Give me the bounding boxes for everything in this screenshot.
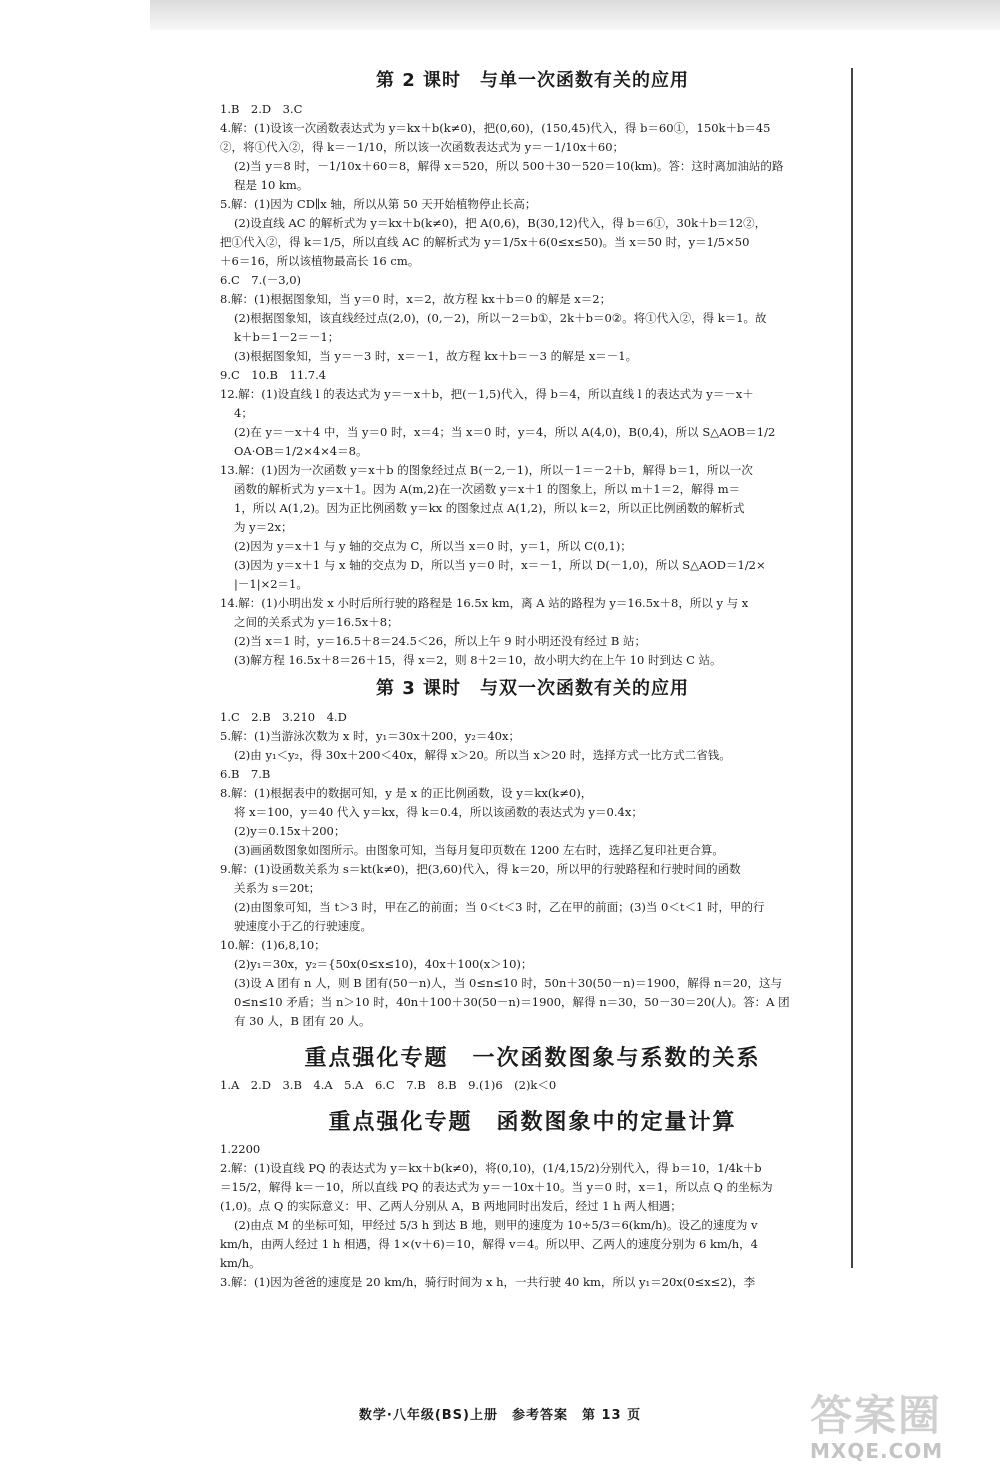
section-heading: 第 3 课时 与双一次函数有关的应用 bbox=[375, 678, 690, 699]
answer-line: 2.解：(1)设直线 PQ 的表达式为 y＝kx＋b(k≠0)，将(0,10)，(1/4,15/2)分别代入，得 b＝10，1/4k＋b bbox=[220, 1161, 762, 1175]
answer-line: (2)当 y＝8 时，－1/10x＋60＝8，解得 x＝520，所以 500＋30－520＝10(km)。答：这时离加油站的路 bbox=[234, 159, 784, 173]
answer-line: 6.C 7.(－3,0) bbox=[220, 273, 302, 287]
answer-line: 之间的关系式为 y＝16.5x＋8； bbox=[234, 615, 399, 629]
scan-shadow bbox=[150, 0, 1000, 30]
answer-line: (2)因为 y＝x＋1 与 y 轴的交点为 C，所以当 x＝0 时，y＝1，所以 C(0,1)； bbox=[234, 539, 632, 553]
answer-line: ②，将①代入②，得 k＝－1/10，所以该一次函数表达式为 y＝－1/10x＋60； bbox=[220, 140, 625, 154]
section-heading: 第 2 课时 与单一次函数有关的应用 bbox=[375, 70, 690, 91]
answer-line: (2)由图象可知，当 t＞3 时，甲在乙的前面；当 0＜t＜3 时，乙在甲的前面；(3)当 0＜t＜1 时，甲的行 bbox=[234, 900, 765, 914]
answer-line: (2)在 y＝－x＋4 中，当 y＝0 时，x＝4；当 x＝0 时，y＝4，所以 A(4,0)，B(0,4)，所以 S△AOB＝1/2 bbox=[234, 425, 776, 439]
answer-line: ＝15/2，解得 k＝－10，所以直线 PQ 的表达式为 y＝－10x＋10。当 y＝0 时，x＝1，所以点 Q 的坐标为 bbox=[220, 1180, 773, 1194]
section bbox=[220, 66, 845, 670]
answer-line: 13.解：(1)因为一次函数 y＝x＋b 的图象经过点 B(－2,－1)，所以－1＝－2＋b，解得 b＝1，所以一次 bbox=[220, 463, 753, 477]
answer-line: km/h，由两人经过 1 h 相遇，得 1×(v＋6)＝10，解得 v＝4。所以甲、乙两人的速度分别为 6 km/h，4 bbox=[220, 1237, 758, 1251]
answer-line: 1.B 2.D 3.C bbox=[220, 102, 303, 116]
answer-line: (2)根据图象知，该直线经过点(2,0)，(0,－2)，所以－2＝b①，2k＋b＝0②。将①代入②，得 k＝1。故 bbox=[234, 311, 767, 325]
answer-line: 有 30 人，B 团有 20 人。 bbox=[234, 1014, 371, 1028]
answer-line: 9.C 10.B 11.7.4 bbox=[220, 368, 327, 382]
answer-line: 12.解：(1)设直线 l 的表达式为 y＝－x＋b，把(－1,5)代入，得 b＝4，所以直线 l 的表达式为 y＝－x＋ bbox=[220, 387, 754, 401]
answer-line: (2)设直线 AC 的解析式为 y＝kx＋b(k≠0)，把 A(0,6)，B(30,12)代入，得 b＝6①，30k＋b＝12②， bbox=[234, 216, 767, 230]
answer-line: 0≤n≤10 矛盾；当 n＞10 时，40n＋100＋30(50－n)＝1900，解得 n＝30，50－30＝20(人)。答：A 团 bbox=[234, 995, 790, 1009]
answer-line: 将 x＝100，y＝40 代入 y＝kx，得 k＝0.4，所以该函数的表达式为 y＝0.4x； bbox=[234, 805, 643, 819]
answer-line: k＋b＝1－2＝－1； bbox=[234, 330, 340, 344]
answer-line: 6.B 7.B bbox=[220, 767, 271, 781]
answer-line: 9.解：(1)设函数关系为 s＝kt(k≠0)，把(3,60)代入，得 k＝20，所以甲的行驶路程和行驶时间的函数 bbox=[220, 862, 741, 876]
page-footer: 数学·八年级(BS)上册 参考答案 第 13 页 bbox=[358, 1408, 642, 1423]
answer-line: 10.解：(1)6,8,10； bbox=[220, 938, 326, 952]
answer-content bbox=[220, 62, 845, 1292]
answer-line: 4.解：(1)设该一次函数表达式为 y＝kx＋b(k≠0)，把(0,60)，(150,45)代入，得 b＝60①，150k＋b＝45 bbox=[220, 121, 771, 135]
answer-line: 5.解：(1)因为 CD∥x 轴，所以从第 50 天开始植物停止长高； bbox=[220, 197, 537, 211]
answer-line: 8.解：(1)根据图象知，当 y＝0 时，x＝2，故方程 kx＋b＝0 的解是 x＝2； bbox=[220, 292, 612, 306]
answer-line: ＋6＝16，所以该植物最高长 16 cm。 bbox=[220, 254, 420, 268]
answer-line: km/h。 bbox=[220, 1256, 261, 1270]
watermark-logo bbox=[810, 1392, 990, 1464]
answer-line: 关系为 s＝20t； bbox=[234, 881, 321, 895]
answer-line: 5.解：(1)当游泳次数为 x 时，y₁＝30x＋200，y₂＝40x； bbox=[220, 729, 520, 743]
answer-line: (2)由 y₁＜y₂，得 30x＋200＜40x，解得 x＞20。所以当 x＞20 时，选择方式一比方式二省钱。 bbox=[234, 748, 731, 762]
watermark-mark: 答案圈 bbox=[810, 1391, 943, 1440]
answer-line: 14.解：(1)小明出发 x 小时后所行驶的路程是 16.5x km，离 A 站的路程为 y＝16.5x＋8，所以 y 与 x bbox=[220, 596, 749, 610]
answer-line: OA·OB＝1/2×4×4＝8。 bbox=[234, 444, 368, 458]
answer-line: (3)因为 y＝x＋1 与 x 轴的交点为 D，所以当 y＝0 时，x＝－1，所以 D(－1,0)，所以 S△AOD＝1/2× bbox=[234, 558, 766, 572]
section bbox=[220, 1105, 845, 1292]
answer-line: 为 y＝2x； bbox=[234, 520, 293, 534]
answer-line: 8.解：(1)根据表中的数据可知，y 是 x 的正比例函数，设 y＝kx(k≠0)， bbox=[220, 786, 593, 800]
answer-line: (3)根据图象知，当 y＝－3 时，x＝－1，故方程 kx＋b＝－3 的解是 x＝－1。 bbox=[234, 349, 638, 363]
answer-line: (2)当 x＝1 时，y＝16.5＋8＝24.5＜26，所以上午 9 时小明还没有经过 B 站； bbox=[234, 634, 646, 648]
section-heading: 重点强化专题 函数图象中的定量计算 bbox=[328, 1110, 737, 1135]
section bbox=[220, 1041, 845, 1095]
answer-line: |－1|×2＝1。 bbox=[234, 577, 308, 591]
answer-line: 函数的解析式为 y＝x＋1。因为 A(m,2)在一次函数 y＝x＋1 的图象上，所以 m＋1＝2，解得 m＝ bbox=[234, 482, 741, 496]
margin-rule bbox=[851, 68, 853, 1268]
answer-line: 1.A 2.D 3.B 4.A 5.A 6.C 7.B 8.B 9.(1)6 (2)k＜0 bbox=[220, 1078, 557, 1092]
answer-line: 1，所以 A(1,2)。因为正比例函数 y＝kx 的图象过点 A(1,2)，所以 k＝2，所以正比例函数的解析式 bbox=[234, 501, 745, 515]
answer-line: 1.C 2.B 3.210 4.D bbox=[220, 710, 347, 724]
answer-line: (2)y＝0.15x＋200； bbox=[234, 824, 346, 838]
answer-line: 4； bbox=[234, 406, 253, 420]
answer-line: (2)y₁＝30x，y₂＝{50x(0≤x≤10)，40x＋100(x＞10)； bbox=[234, 957, 533, 971]
answer-line: 3.解：(1)因为爸爸的速度是 20 km/h，骑行时间为 x h，一共行驶 40 km，所以 y₁＝20x(0≤x≤2)，李 bbox=[220, 1275, 756, 1289]
answer-line: 1.2200 bbox=[220, 1142, 261, 1156]
answer-line: (1,0)。点 Q 的实际意义：甲、乙两人分别从 A，B 两地同时出发后，经过 1 h 两人相遇； bbox=[220, 1199, 682, 1213]
section-heading: 重点强化专题 一次函数图象与系数的关系 bbox=[304, 1046, 761, 1071]
answer-line: 驶速度小于乙的行驶速度。 bbox=[234, 919, 372, 933]
answer-line: (3)画函数图象如图所示。由图象可知，当每月复印页数在 1200 左右时，选择乙复印社更合算。 bbox=[234, 843, 724, 857]
answer-line: 程是 10 km。 bbox=[234, 178, 309, 192]
answer-line: (2)由点 M 的坐标可知，甲经过 5/3 h 到达 B 地，则甲的速度为 10÷5/3＝6(km/h)。设乙的速度为 v bbox=[234, 1218, 758, 1232]
answer-line: 把①代入②，得 k＝1/5，所以直线 AC 的解析式为 y＝1/5x＋6(0≤x≤50)。当 x＝50 时，y＝1/5×50 bbox=[220, 235, 750, 249]
section bbox=[220, 674, 845, 1031]
answer-line: (3)解方程 16.5x＋8＝26＋15，得 x＝2，则 8＋2＝10，故小明大约在上午 10 时到达 C 站。 bbox=[234, 653, 722, 667]
watermark-url: MXQE.COM bbox=[810, 1439, 944, 1463]
answer-line: (3)设 A 团有 n 人，则 B 团有(50－n)人，当 0≤n≤10 时，50n＋30(50－n)＝1900，解得 n＝20，这与 bbox=[234, 976, 782, 990]
